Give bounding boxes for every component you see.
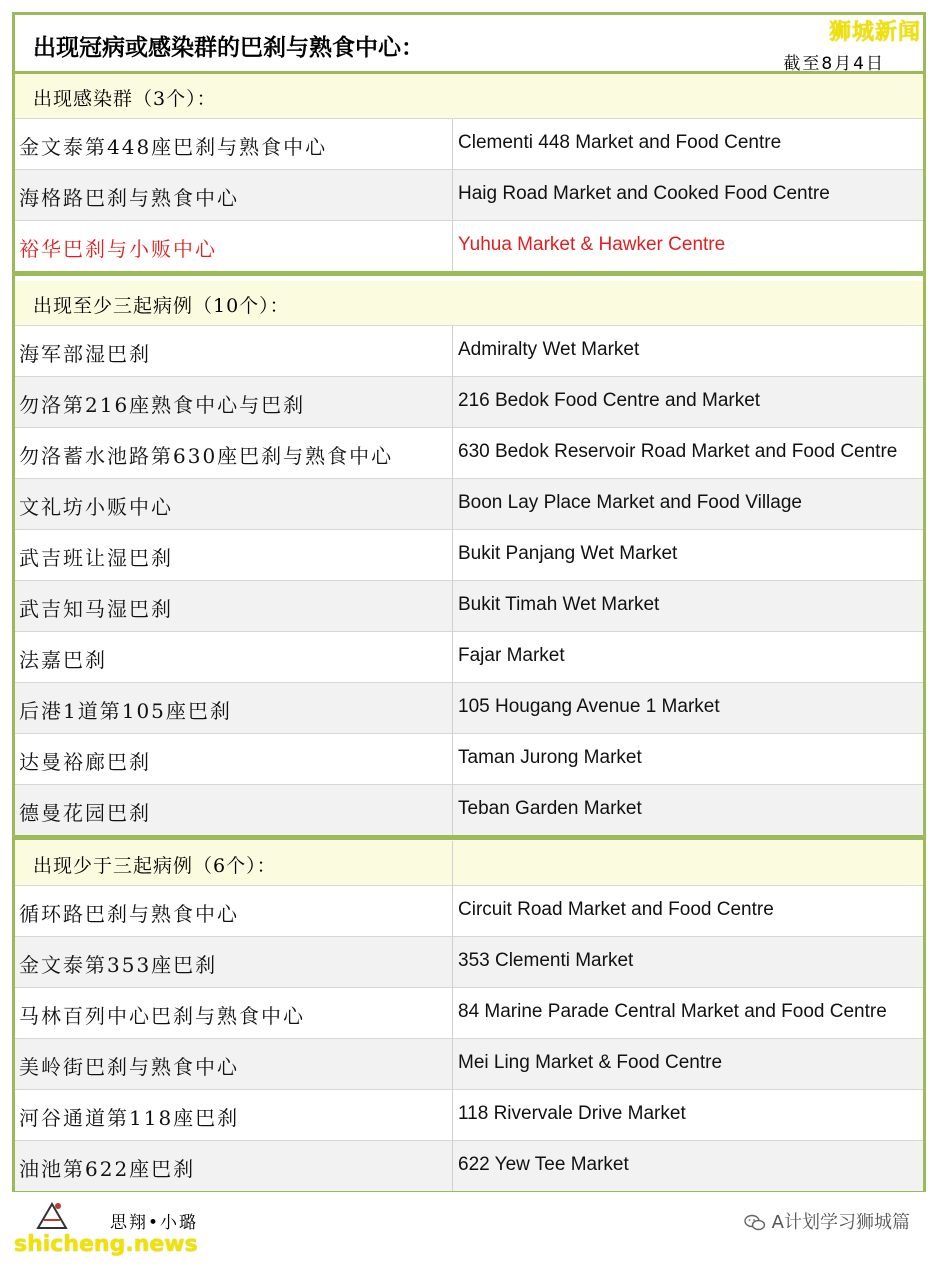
- as-of-date: 截至8月4日: [783, 54, 885, 74]
- market-name-zh: 后港1道第105座巴刹: [19, 699, 232, 723]
- market-name-zh: 金文泰第353座巴刹: [19, 953, 218, 977]
- market-name-zh: 勿洛蓄水池路第630座巴刹与熟食中心: [19, 444, 394, 468]
- wechat-account-name: A计划学习狮城篇: [771, 1212, 910, 1233]
- table-row: [15, 785, 923, 835]
- table-row: [15, 479, 923, 530]
- table-row: [15, 377, 923, 428]
- market-name-en: Fajar Market: [458, 645, 565, 666]
- title-bar: [15, 15, 923, 74]
- market-name-zh: 勿洛第216座熟食中心与巴刹: [19, 393, 306, 417]
- table-row: [15, 683, 923, 734]
- market-name-en: Boon Lay Place Market and Food Village: [458, 492, 802, 513]
- table-row: [15, 937, 923, 988]
- market-name-en: 622 Yew Tee Market: [458, 1154, 629, 1175]
- market-name-en: Admiralty Wet Market: [458, 339, 640, 360]
- table-row: [15, 632, 923, 683]
- section-header: [15, 281, 923, 326]
- table-row: [15, 428, 923, 479]
- market-name-zh: 美岭街巴刹与熟食中心: [19, 1055, 239, 1079]
- market-name-zh: 裕华巴刹与小贩中心: [19, 237, 217, 261]
- market-name-zh: 河谷通道第118座巴刹: [19, 1106, 240, 1130]
- section-label: 出现少于三起病例（6个）：: [33, 855, 277, 877]
- table-row: [15, 1141, 923, 1191]
- market-name-en: Circuit Road Market and Food Centre: [458, 899, 774, 920]
- section-label: 出现感染群（3个）：: [33, 88, 217, 110]
- table-row: [15, 734, 923, 785]
- market-name-zh: 油池第622座巴刹: [19, 1157, 196, 1181]
- market-name-en: Mei Ling Market & Food Centre: [458, 1052, 723, 1073]
- market-name-en: Clementi 448 Market and Food Centre: [458, 132, 782, 153]
- table-row: [15, 1039, 923, 1090]
- table-row: [15, 530, 923, 581]
- market-name-zh: 马林百列中心巴刹与熟食中心: [19, 1004, 305, 1028]
- market-name-en: Bukit Panjang Wet Market: [458, 543, 678, 564]
- market-name-en: Haig Road Market and Cooked Food Centre: [458, 183, 830, 204]
- section-fewer-than-three-cases: [15, 841, 923, 1191]
- table-frame: [12, 12, 926, 1192]
- table-row: [15, 119, 923, 170]
- market-name-zh: 武吉班让湿巴刹: [19, 546, 173, 570]
- market-name-en: 118 Rivervale Drive Market: [458, 1103, 686, 1124]
- market-name-en: 84 Marine Parade Central Market and Food Centre: [458, 1001, 887, 1022]
- market-name-en: 105 Hougang Avenue 1 Market: [458, 696, 720, 717]
- logo-icon: [34, 1200, 70, 1230]
- section-divider: [15, 835, 923, 840]
- section-label: 出现至少三起病例（10个）：: [33, 295, 290, 317]
- market-name-en: Bukit Timah Wet Market: [458, 594, 660, 615]
- market-name-zh: 达曼裕廊巴刹: [19, 750, 151, 774]
- market-name-en: 353 Clementi Market: [458, 950, 634, 971]
- section-header: [15, 74, 923, 119]
- table-row: [15, 326, 923, 377]
- table-row: [15, 886, 923, 937]
- market-name-zh: 循环路巴刹与熟食中心: [19, 902, 239, 926]
- market-name-zh: 海军部湿巴刹: [19, 342, 151, 366]
- market-name-zh: 文礼坊小贩中心: [19, 495, 173, 519]
- table-row: [15, 988, 923, 1039]
- market-name-en: 630 Bedok Reservoir Road Market and Food Centre: [458, 441, 898, 462]
- table-row: [15, 1090, 923, 1141]
- wechat-account[interactable]: [744, 1208, 910, 1234]
- site-watermark: shicheng.news: [14, 1232, 198, 1257]
- market-name-en: Teban Garden Market: [458, 798, 642, 819]
- market-name-en: Yuhua Market & Hawker Centre: [458, 234, 726, 255]
- author-credit: 思翔•小璐: [110, 1213, 199, 1233]
- market-name-zh: 法嘉巴刹: [19, 648, 107, 672]
- market-name-zh: 德曼花园巴刹: [19, 801, 151, 825]
- section-three-or-more-cases: [15, 281, 923, 835]
- table-row-highlighted: [15, 221, 923, 271]
- page-title: 出现冠病或感染群的巴刹与熟食中心：: [33, 35, 424, 61]
- table-row: [15, 170, 923, 221]
- section-infection-clusters: [15, 74, 923, 271]
- market-name-en: 216 Bedok Food Centre and Market: [458, 390, 761, 411]
- section-divider: [15, 271, 923, 276]
- section-header: [15, 841, 923, 886]
- brand-watermark: 狮城新闻: [828, 20, 921, 45]
- market-name-zh: 武吉知马湿巴刹: [19, 597, 173, 621]
- market-name-zh: 海格路巴刹与熟食中心: [19, 186, 239, 210]
- wechat-icon: [744, 1214, 766, 1232]
- market-name-en: Taman Jurong Market: [458, 747, 642, 768]
- market-name-zh: 金文泰第448座巴刹与熟食中心: [19, 135, 328, 159]
- table-row: [15, 581, 923, 632]
- footer: [0, 1192, 940, 1264]
